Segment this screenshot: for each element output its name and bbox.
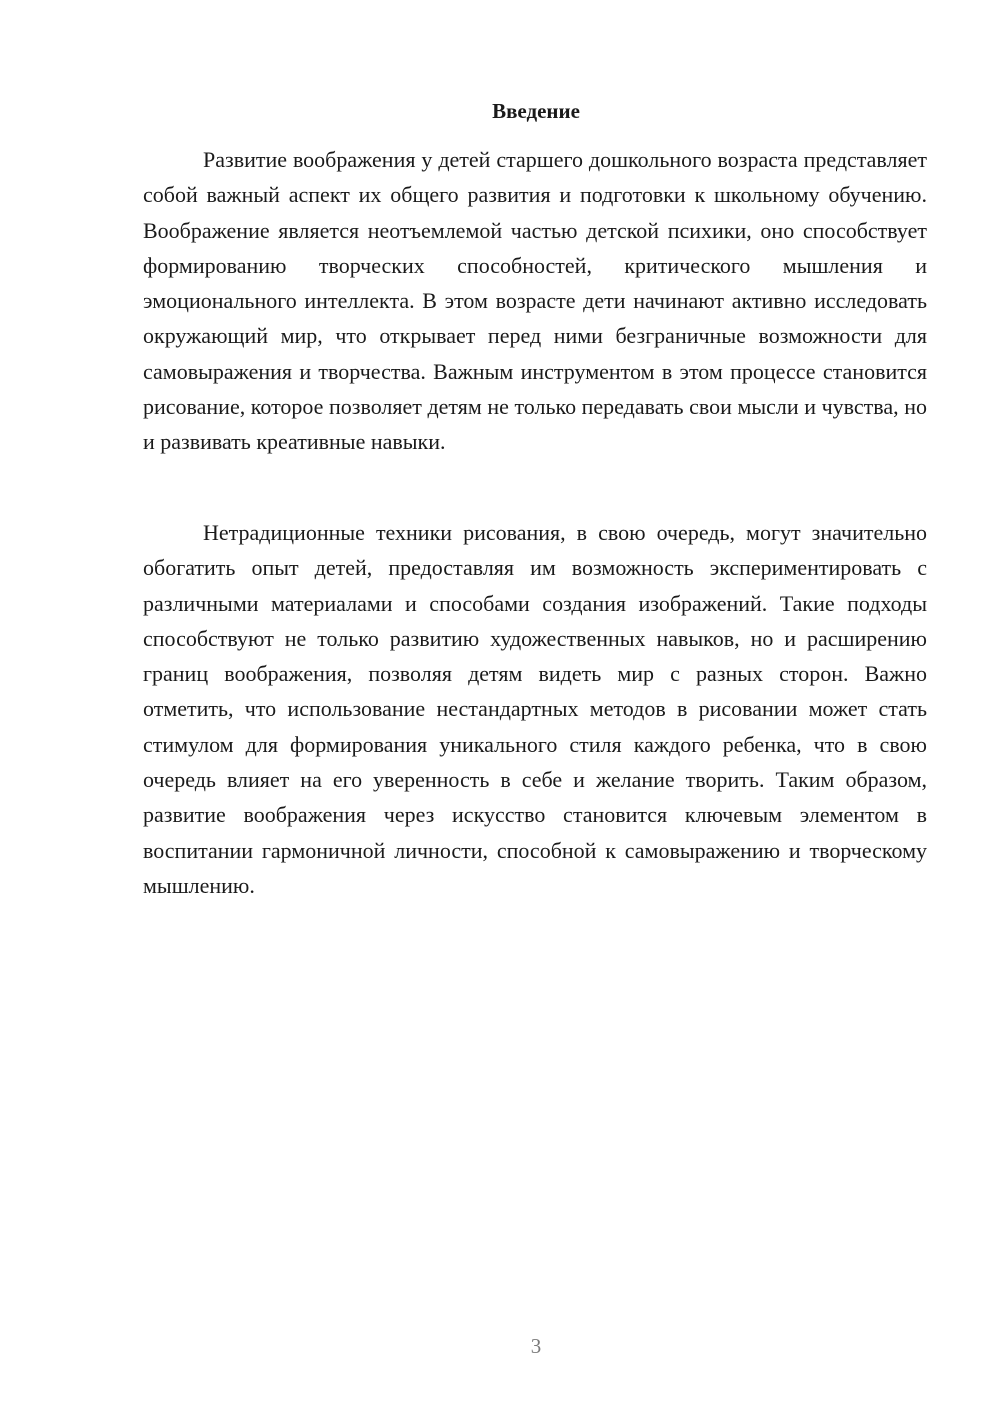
body-paragraph-1: Развитие воображения у детей старшего дошкольного возраста представляет собой важный аспект их общего развития и подготовки к школьному обучению. Воображение является неотъемлемой частью детской психики, оно способствует формированию творческих способностей, критического мышления и эмоционального интеллекта. В этом возрасте дети начинают активно исследовать окружающий мир, что открывает перед ними безграничные возможности для самовыражения и творчества. Важным инструментом в этом процессе становится рисование, которое позволяет детям не только передавать свои мысли и чувства, но и развивать креативные навыки. bbox=[143, 147, 927, 455]
page-heading: Введение bbox=[492, 99, 580, 123]
body-paragraph-1-block bbox=[143, 142, 927, 460]
page-number: 3 bbox=[530, 1334, 542, 1358]
body-paragraph-2: Нетрадиционные техники рисования, в свою очередь, могут значительно обогатить опыт детей, предоставляя им возможность экспериментировать с различными материалами и способами создания изображений. Такие подходы способствуют не только развитию художественных навыков, но и расширению границ воображения, позволяя детям видеть мир с разных сторон. Важно отметить, что использование нестандартных методов в рисовании может стать стимулом для формирования уникального стиля каждого ребенка, что в свою очередь влияет на его уверенность в себе и желание творить. Таким образом, развитие воображения через искусство становится ключевым элементом в воспитании гармоничной личности, способной к самовыражению и творческому мышлению. bbox=[143, 520, 927, 898]
body-paragraph-2-block bbox=[143, 515, 927, 903]
